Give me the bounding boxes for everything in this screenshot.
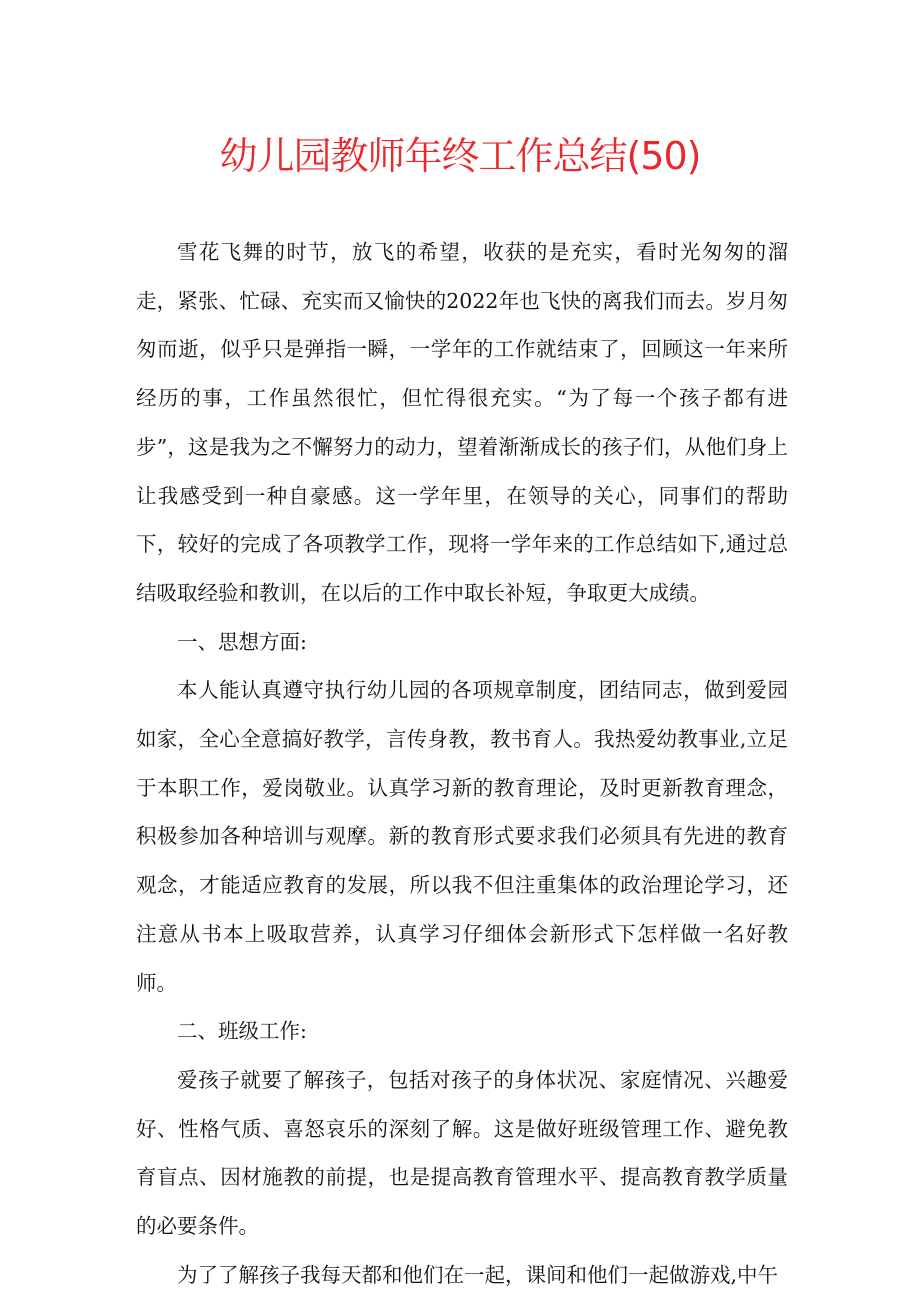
section-heading-class-work: 二、班级工作: [177, 1019, 307, 1044]
page-title: 幼儿园教师年终工作总结(50) [219, 134, 701, 178]
intro-paragraph: 雪花飞舞的时节，放飞的希望，收获的是充实，看时光匆匆的溜走，紧张、忙碌、充实而又愉快的2022年也飞快的离我们而去。岁月匆匆而逝，似乎只是弹指一瞬，一学年的工作就结束了，回顾这一年来所经历的事，工作虽然很忙，但忙得很充实。“为了每一个孩子都有进步”，这是我为之不懈努力的动力，望着渐渐成长的孩子们，从他们身上让我感受到一种自豪感。这一学年里，在领导的关心，同事们的帮助下，较好的完成了各项教学工作，现将一学年来的工作总结如下,通过总结吸取经验和教训，在以后的工作中取长补短，争取更大成绩。 [136, 240, 788, 605]
section-heading-thought: 一、思想方面: [177, 629, 307, 654]
section-body-class-work-continued: 为了了解孩子我每天都和他们在一起，课间和他们一起做游戏,中午 [177, 1262, 779, 1287]
document-body [136, 228, 788, 1299]
section-body-class-work: 爱孩子就要了解孩子，包括对孩子的身体状况、家庭情况、兴趣爱好、性格气质、喜怒哀乐的深刻了解。这是做好班级管理工作、避免教育盲点、因材施教的前提，也是提高教育管理水平、提高教育教学质量的必要条件。 [136, 1067, 788, 1239]
section-body-thought: 本人能认真遵守执行幼儿园的各项规章制度，团结同志，做到爱园如家，全心全意搞好教学，言传身教，教书育人。我热爱幼教事业,立足于本职工作，爱岗敬业。认真学习新的教育理论，及时更新教育理念，积极参加各种培训与观摩。新的教育形式要求我们必须具有先进的教育观念，才能适应教育的发展，所以我不但注重集体的政治理论学习，还注意从书本上吸取营养，认真学习仔细体会新形式下怎样做一名好教师。 [136, 678, 788, 995]
